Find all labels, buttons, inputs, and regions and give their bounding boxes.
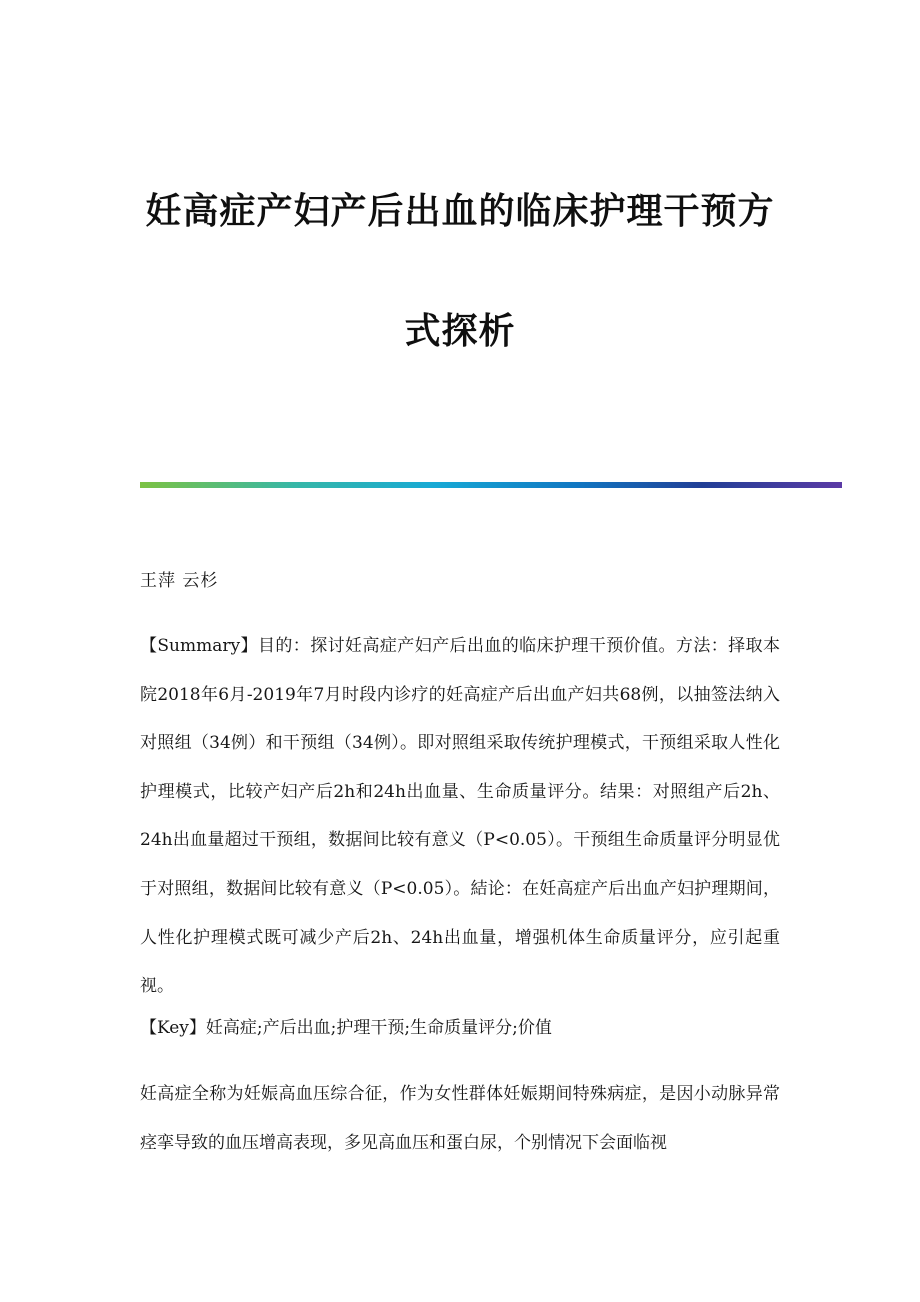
abstract-label: 【Summary】 xyxy=(140,636,258,656)
document-title xyxy=(100,190,820,354)
keywords-text: 妊高症;产后出血;护理干预;生命质量评分;价值 xyxy=(205,1018,552,1038)
abstract-paragraph xyxy=(140,622,780,1011)
title-line-1: 妊高症产妇产后出血的临床护理干预方 xyxy=(145,191,775,232)
gradient-divider xyxy=(140,482,842,488)
author-line: 王萍 云杉 xyxy=(140,571,219,591)
title-line-2: 式探析 xyxy=(404,311,516,352)
keywords-label: 【Key】 xyxy=(140,1018,206,1038)
keywords-paragraph xyxy=(140,1015,780,1041)
intro-paragraph: 妊高症全称为妊娠高血压综合征，作为女性群体妊娠期间特殊病症，是因小动脉异常痉挛导致的血压增高表现，多见高血压和蛋白尿，个别情况下会面临视 xyxy=(140,1084,780,1153)
abstract-text: 目的：探讨妊高症产妇产后出血的临床护理干预价值。方法：择取本院2018年6月-2019年7月时段内诊疗的妊高症产后出血产妇共68例，以抽签法纳入对照组（34例）和干预组（34例）。即对照组采取传统护理模式，干预组采取人性化护理模式，比较产妇产后2h和24h出血量、生命质量评分。结果：对照组产后2h、24h出血量超过干预组，数据间比较有意义（P<0.05）。干预组生命质量评分明显优于对照组，数据间比较有意义（P<0.05）。結论：在妊高症产后出血产妇护理期间，人性化护理模式既可减少产后2h、24h出血量，增强机体生命质量评分，应引起重视。 xyxy=(140,636,781,997)
